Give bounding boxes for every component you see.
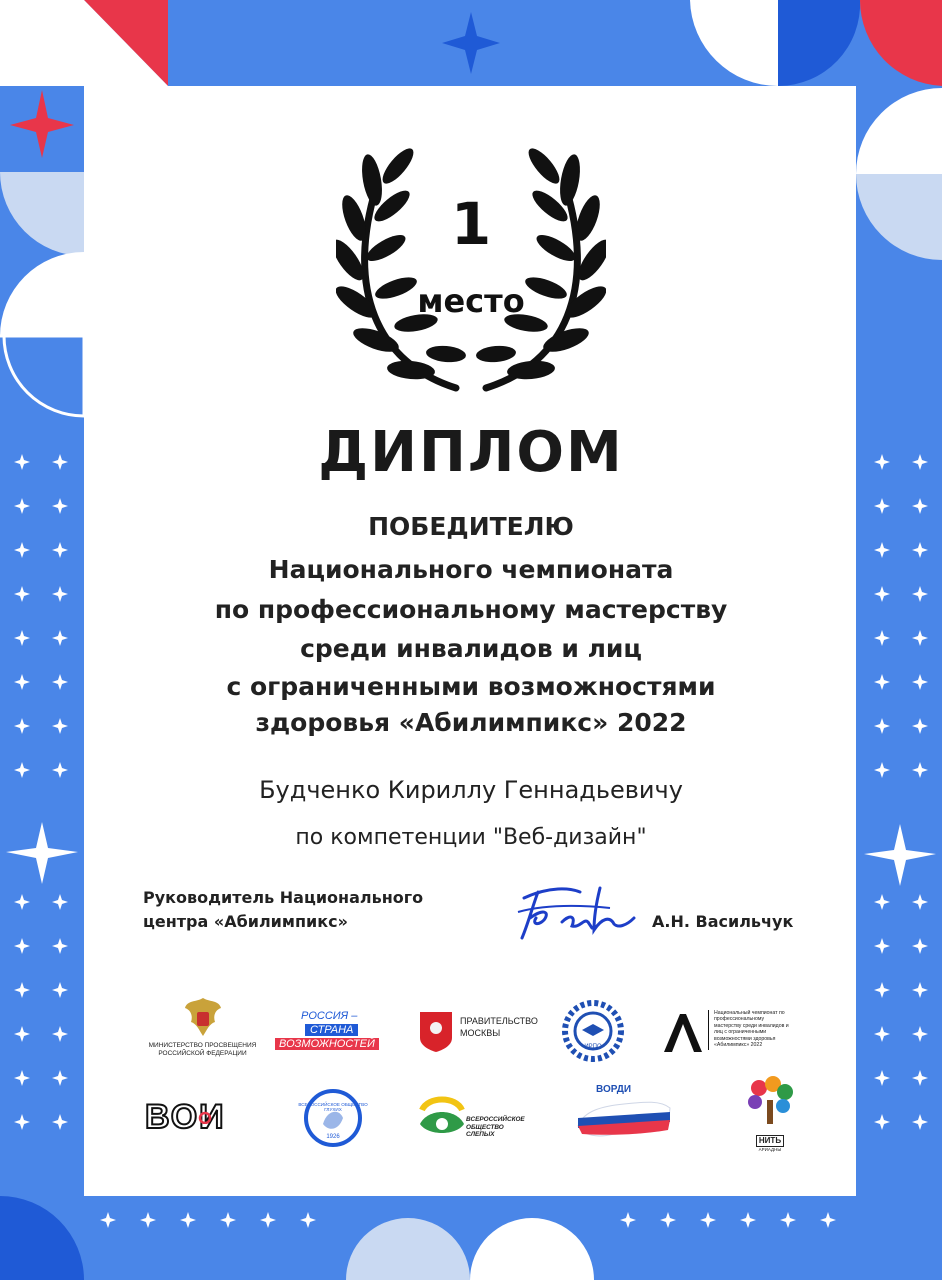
- russia-line: ВОЗМОЖНОСТЕЙ: [275, 1038, 379, 1050]
- hands-tree-icon: [745, 1076, 795, 1124]
- russia-line: РОССИЯ –: [301, 1010, 358, 1022]
- vog-caption: ВСЕРОССИЙСКОЕ ОБЩЕСТВО ГЛУХИХ: [298, 1102, 368, 1112]
- vordi-text: ВОРДИ: [596, 1084, 632, 1095]
- irpo-logo: [562, 1000, 624, 1062]
- voi-text: ВОИ: [145, 1098, 226, 1136]
- wheelchair-icon: [197, 1108, 213, 1124]
- eagle-icon: [183, 994, 223, 1038]
- vos-logo: [418, 1090, 525, 1144]
- place-word: место: [417, 282, 525, 320]
- signer-name: А.Н. Васильчук: [652, 912, 794, 931]
- signer-title-line: центра «Абилимпикс»: [143, 912, 348, 931]
- signer-title-line: Руководитель Национального: [143, 888, 424, 907]
- body-line: здоровья «Абилимпикс» 2022: [255, 708, 687, 737]
- moscow-line: МОСКВЫ: [460, 1028, 501, 1038]
- star-icon: [10, 90, 74, 158]
- vos-caption: ВСЕРОССИЙСКОЕ ОБЩЕСТВО СЛЕПЫХ: [466, 1116, 525, 1138]
- abilympics-logo: [660, 1008, 790, 1056]
- nit-logo: [742, 1076, 798, 1152]
- place-number: 1: [450, 190, 492, 258]
- abilympics-caption: Национальный чемпионат по профессиональному мастерству среди инвалидов и лиц с ограниченными возможностями здоровья «Абилимпикс» 2022: [714, 1010, 789, 1049]
- signature: [510, 878, 640, 948]
- ministry-logo: [140, 994, 265, 1068]
- russia-map-icon: [574, 1096, 674, 1140]
- competence: по компетенции "Веб-дизайн": [295, 825, 647, 850]
- vog-year: 1926: [326, 1134, 340, 1140]
- signer-title: [143, 886, 423, 934]
- recipient-name: Будченко Кириллу Геннадьевичу: [259, 776, 683, 804]
- russia-line: СТРАНА: [305, 1024, 358, 1036]
- irpo-caption: ИРПО: [584, 1044, 602, 1050]
- nit-sub: АРИАДНЫ: [758, 1147, 782, 1152]
- page-title: ДИПЛОМ: [318, 420, 624, 485]
- irpo-emblem-icon: [562, 1000, 624, 1062]
- ministry-caption: МИНИСТЕРСТВО ПРОСВЕЩЕНИЯ РОССИЙСКОЙ ФЕДЕРАЦИИ: [148, 1042, 257, 1057]
- star-icon: [442, 12, 500, 74]
- vog-logo: [298, 1088, 368, 1154]
- nit-caption: НИТЬ: [756, 1135, 784, 1147]
- moscow-logo: [418, 1010, 538, 1054]
- body-line: ПОБЕДИТЕЛЮ: [368, 512, 574, 541]
- moscow-emblem-icon: [418, 1010, 454, 1054]
- body-line: по профессиональному мастерству: [214, 595, 728, 624]
- body-line: среди инвалидов и лиц: [300, 634, 642, 663]
- russia-logo: [275, 1010, 387, 1054]
- laurel-wreath-icon: [336, 148, 606, 398]
- abilympics-a-icon: [660, 1010, 704, 1054]
- body-line: с ограниченными возможностями: [226, 672, 716, 701]
- moscow-line: ПРАВИТЕЛЬСТВО: [460, 1016, 538, 1026]
- vordi-logo: [574, 1084, 674, 1142]
- voi-logo: [145, 1098, 255, 1136]
- body-line: Национального чемпионата: [268, 555, 674, 584]
- vos-eye-icon: [418, 1090, 466, 1144]
